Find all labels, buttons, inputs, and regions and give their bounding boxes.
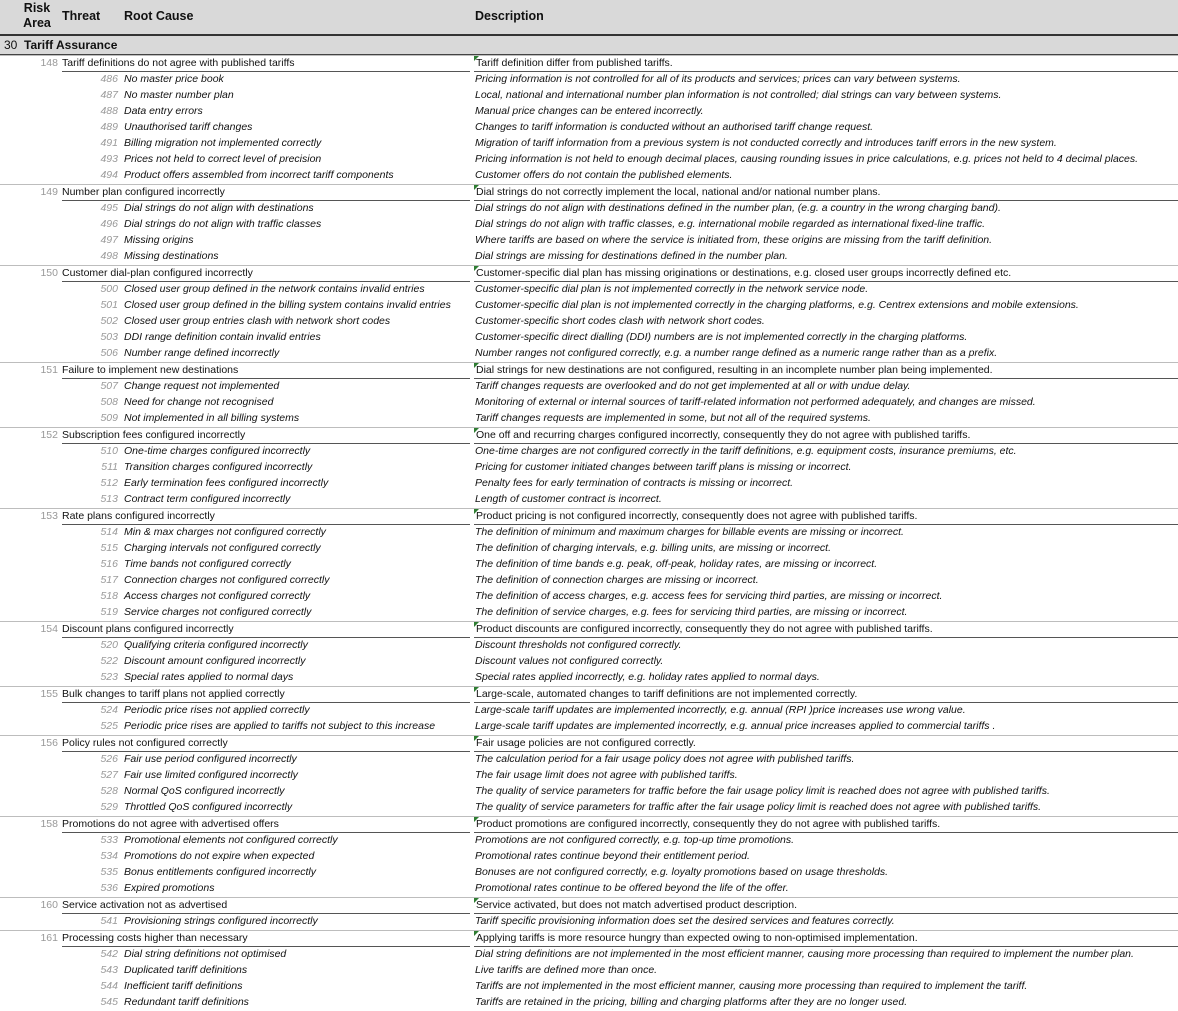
root-cause-name: Dial strings do not align with destinations <box>124 202 314 214</box>
root-cause-row <box>0 525 1178 541</box>
threat-description: One off and recurring charges configured incorrectly, consequently they do not agree with published tariffs. <box>474 428 1178 444</box>
root-cause-name: Closed user group defined in the billing system contains invalid entries <box>124 299 451 311</box>
root-cause-name: Redundant tariff definitions <box>124 996 249 1008</box>
threat-row <box>0 621 1178 638</box>
threat-id: 150 <box>40 267 58 279</box>
root-cause-description: Dial string definitions are not implemented in the most efficient manner, causing more processing than required to implement the number plan. <box>475 948 1134 960</box>
risk-area-column-header: Risk Area <box>23 1 51 30</box>
threat-name: Number plan configured incorrectly <box>62 185 470 201</box>
root-cause-id: 520 <box>100 639 118 651</box>
root-cause-row <box>0 752 1178 768</box>
root-cause-row <box>0 444 1178 460</box>
root-cause-id: 502 <box>100 315 118 327</box>
root-cause-name: No master price book <box>124 73 224 85</box>
threat-name: Tariff definitions do not agree with published tariffs <box>62 56 470 72</box>
root-cause-name: Normal QoS configured incorrectly <box>124 785 285 797</box>
root-cause-name: Prices not held to correct level of precision <box>124 153 322 165</box>
threat-row <box>0 184 1178 201</box>
root-cause-id: 516 <box>100 558 118 570</box>
threat-id: 149 <box>40 186 58 198</box>
root-cause-row <box>0 573 1178 589</box>
root-cause-row <box>0 168 1178 184</box>
threat-row <box>0 427 1178 444</box>
root-cause-id: 542 <box>100 948 118 960</box>
root-cause-description: Special rates applied incorrectly, e.g. holiday rates applied to normal days. <box>475 671 820 683</box>
root-cause-id: 489 <box>100 121 118 133</box>
root-cause-id: 493 <box>100 153 118 165</box>
root-cause-name: Duplicated tariff definitions <box>124 964 248 976</box>
root-cause-name: Number range defined incorrectly <box>124 347 280 359</box>
root-cause-row <box>0 670 1178 686</box>
root-cause-row <box>0 282 1178 298</box>
root-cause-row <box>0 136 1178 152</box>
root-cause-row <box>0 995 1178 1011</box>
root-cause-id: 486 <box>100 73 118 85</box>
threat-id: 154 <box>40 623 58 635</box>
threat-description: Dial strings do not correctly implement the local, national and/or national number plans. <box>474 185 1178 201</box>
root-cause-row <box>0 654 1178 670</box>
root-cause-name: Early termination fees configured incorrectly <box>124 477 329 489</box>
root-cause-description: Pricing information is not controlled for all of its products and services; prices can vary between systems. <box>475 73 961 85</box>
root-cause-id: 509 <box>100 412 118 424</box>
threat-description: Fair usage policies are not configured correctly. <box>474 736 1178 752</box>
root-cause-row <box>0 476 1178 492</box>
threat-row <box>0 686 1178 703</box>
root-cause-row <box>0 541 1178 557</box>
root-cause-name: Periodic price rises not applied correctly <box>124 704 310 716</box>
threat-name: Subscription fees configured incorrectly <box>62 428 470 444</box>
root-cause-id: 498 <box>100 250 118 262</box>
root-cause-id: 523 <box>100 671 118 683</box>
threat-row <box>0 508 1178 525</box>
root-cause-name: Billing migration not implemented correctly <box>124 137 322 149</box>
threat-description: Product pricing is not configured incorrectly, consequently does not agree with published tariffs. <box>474 509 1178 525</box>
root-cause-name: Qualifying criteria configured incorrectly <box>124 639 308 651</box>
root-cause-row <box>0 557 1178 573</box>
root-cause-name: Product offers assembled from incorrect tariff components <box>124 169 394 181</box>
root-cause-description: Migration of tariff information from a previous system is not conducted correctly and introduces tariff errors in the new system. <box>475 137 1057 149</box>
threat-description: Applying tariffs is more resource hungry than expected owing to non-optimised implementation. <box>474 931 1178 947</box>
root-cause-name: Fair use period configured incorrectly <box>124 753 297 765</box>
root-cause-name: Expired promotions <box>124 882 215 894</box>
root-cause-id: 494 <box>100 169 118 181</box>
threat-row <box>0 816 1178 833</box>
root-cause-row <box>0 865 1178 881</box>
root-cause-row <box>0 249 1178 265</box>
threat-id: 158 <box>40 818 58 830</box>
root-cause-name: Need for change not recognised <box>124 396 274 408</box>
root-cause-id: 515 <box>100 542 118 554</box>
root-cause-name: Special rates applied to normal days <box>124 671 294 683</box>
root-cause-name: Missing origins <box>124 234 194 246</box>
root-cause-row <box>0 72 1178 88</box>
threat-id: 160 <box>40 899 58 911</box>
root-cause-row <box>0 395 1178 411</box>
root-cause-id: 508 <box>100 396 118 408</box>
root-cause-id: 500 <box>100 283 118 295</box>
risk-area-number: 30 <box>4 38 18 52</box>
root-cause-id: 487 <box>100 89 118 101</box>
root-cause-row <box>0 800 1178 816</box>
threat-id: 148 <box>40 57 58 69</box>
root-cause-name: DDI range definition contain invalid entries <box>124 331 321 343</box>
root-cause-name: Transition charges configured incorrectly <box>124 461 313 473</box>
root-cause-row <box>0 201 1178 217</box>
root-cause-row <box>0 120 1178 136</box>
root-cause-id: 544 <box>100 980 118 992</box>
root-cause-id: 529 <box>100 801 118 813</box>
root-cause-id: 525 <box>100 720 118 732</box>
root-cause-row <box>0 638 1178 654</box>
root-cause-row <box>0 104 1178 120</box>
root-cause-id: 527 <box>100 769 118 781</box>
root-cause-description: Promotional rates continue beyond their entitlement period. <box>475 850 750 862</box>
root-cause-row <box>0 411 1178 427</box>
root-cause-row <box>0 589 1178 605</box>
root-cause-description: Large-scale tariff updates are implemented incorrectly, e.g. annual price increases applied to commercial tariffs . <box>475 720 996 732</box>
root-cause-description: The definition of minimum and maximum charges for billable events are missing or incorrect. <box>475 526 904 538</box>
root-cause-id: 543 <box>100 964 118 976</box>
root-cause-row <box>0 719 1178 735</box>
root-cause-row <box>0 460 1178 476</box>
root-cause-description: One-time charges are not configured correctly in the tariff definitions, e.g. equipment costs, insurance premiums, etc. <box>475 445 1017 457</box>
root-cause-name: Access charges not configured correctly <box>124 590 311 602</box>
threat-name: Bulk changes to tariff plans not applied correctly <box>62 687 470 703</box>
root-cause-id: 517 <box>100 574 118 586</box>
root-cause-row <box>0 233 1178 249</box>
threat-row <box>0 897 1178 914</box>
threat-name: Rate plans configured incorrectly <box>62 509 470 525</box>
threat-description: Tariff definition differ from published tariffs. <box>474 56 1178 72</box>
root-cause-row <box>0 152 1178 168</box>
root-cause-id: 514 <box>100 526 118 538</box>
root-cause-row <box>0 963 1178 979</box>
root-cause-id: 503 <box>100 331 118 343</box>
root-cause-name: Data entry errors <box>124 105 203 117</box>
root-cause-id: 513 <box>100 493 118 505</box>
risk-area-row <box>0 36 1178 55</box>
root-cause-name: Connection charges not configured correctly <box>124 574 330 586</box>
root-cause-column-header: Root Cause <box>124 9 194 23</box>
root-cause-description: The definition of charging intervals, e.g. billing units, are missing or incorrect. <box>475 542 832 554</box>
root-cause-name: Discount amount configured incorrectly <box>124 655 306 667</box>
root-cause-description: Customer-specific dial plan is not implemented correctly in the network service node. <box>475 283 869 295</box>
root-cause-description: Customer-specific dial plan is not implemented correctly in the charging platforms, e.g. Centrex extensions and mobile extensions. <box>475 299 1079 311</box>
root-cause-row <box>0 314 1178 330</box>
root-cause-name: Contract term configured incorrectly <box>124 493 291 505</box>
root-cause-id: 528 <box>100 785 118 797</box>
root-cause-row <box>0 768 1178 784</box>
root-cause-id: 526 <box>100 753 118 765</box>
root-cause-id: 533 <box>100 834 118 846</box>
root-cause-name: Missing destinations <box>124 250 219 262</box>
root-cause-row <box>0 605 1178 621</box>
root-cause-description: Tariffs are retained in the pricing, billing and charging platforms after they are no longer used. <box>475 996 908 1008</box>
root-cause-row <box>0 298 1178 314</box>
threat-row <box>0 735 1178 752</box>
root-cause-row <box>0 346 1178 362</box>
root-cause-description: Dial strings are missing for destinations defined in the number plan. <box>475 250 788 262</box>
root-cause-row <box>0 379 1178 395</box>
root-cause-description: Promotional rates continue to be offered beyond the life of the offer. <box>475 882 789 894</box>
root-cause-id: 496 <box>100 218 118 230</box>
root-cause-row <box>0 849 1178 865</box>
root-cause-name: Provisioning strings configured incorrectly <box>124 915 318 927</box>
root-cause-id: 511 <box>101 461 118 473</box>
root-cause-id: 507 <box>100 380 118 392</box>
root-cause-name: Not implemented in all billing systems <box>124 412 300 424</box>
root-cause-row <box>0 88 1178 104</box>
root-cause-name: Inefficient tariff definitions <box>124 980 243 992</box>
root-cause-name: Charging intervals not configured correctly <box>124 542 321 554</box>
root-cause-row <box>0 492 1178 508</box>
threat-id: 152 <box>40 429 58 441</box>
root-cause-description: The quality of service parameters for traffic after the fair usage policy limit is reached does not agree with published tariffs. <box>475 801 1042 813</box>
root-cause-description: The definition of time bands e.g. peak, off-peak, holiday rates, are missing or incorrect. <box>475 558 878 570</box>
threat-row <box>0 362 1178 379</box>
threat-name: Discount plans configured incorrectly <box>62 622 470 638</box>
root-cause-name: Time bands not configured correctly <box>124 558 291 570</box>
root-cause-name: Fair use limited configured incorrectly <box>124 769 298 781</box>
root-cause-row <box>0 784 1178 800</box>
root-cause-description: Local, national and international number plan information is not controlled; dial strings can vary between systems. <box>475 89 1002 101</box>
root-cause-name: Periodic price rises are applied to tariffs not subject to this increase <box>124 720 436 732</box>
threat-name: Failure to implement new destinations <box>62 363 470 379</box>
root-cause-description: Promotions are not configured correctly, e.g. top-up time promotions. <box>475 834 795 846</box>
threat-name: Service activation not as advertised <box>62 898 470 914</box>
root-cause-description: The definition of service charges, e.g. fees for servicing third parties, are missing or incorrect. <box>475 606 908 618</box>
root-cause-description: Discount values not configured correctly. <box>475 655 664 667</box>
root-cause-description: The calculation period for a fair usage policy does not agree with published tariffs. <box>475 753 855 765</box>
root-cause-description: Pricing for customer initiated changes between tariff plans is missing or incorrect. <box>475 461 852 473</box>
risk-area-name: Tariff Assurance <box>24 38 118 52</box>
threat-id: 155 <box>40 688 58 700</box>
root-cause-description: Tariffs are not implemented in the most efficient manner, causing more processing than required to implement the tariff. <box>475 980 1028 992</box>
root-cause-id: 545 <box>100 996 118 1008</box>
root-cause-description: Dial strings do not align with destinations defined in the number plan, (e.g. a country in the wrong charging band). <box>475 202 1001 214</box>
root-cause-description: The definition of connection charges are missing or incorrect. <box>475 574 759 586</box>
root-cause-id: 535 <box>100 866 118 878</box>
threat-description: Dial strings for new destinations are not configured, resulting in an incomplete number plan being implemented. <box>474 363 1178 379</box>
threat-id: 156 <box>40 737 58 749</box>
root-cause-name: Bonus entitlements configured incorrectly <box>124 866 317 878</box>
threat-name: Policy rules not configured correctly <box>62 736 470 752</box>
root-cause-description: Discount thresholds not configured correctly. <box>475 639 682 651</box>
root-cause-row <box>0 703 1178 719</box>
root-cause-id: 522 <box>100 655 118 667</box>
root-cause-row <box>0 217 1178 233</box>
root-cause-description: Number ranges not configured correctly, e.g. a number range defined as a numeric range rather than as a prefix. <box>475 347 998 359</box>
root-cause-description: Tariff changes requests are implemented in some, but not all of the required systems. <box>475 412 871 424</box>
threat-row <box>0 265 1178 282</box>
threat-description: Product promotions are configured incorrectly, consequently they do not agree with published tariffs. <box>474 817 1178 833</box>
root-cause-description: The definition of access charges, e.g. access fees for servicing third parties, are missing or incorrect. <box>475 590 943 602</box>
root-cause-id: 506 <box>100 347 118 359</box>
root-cause-name: No master number plan <box>124 89 234 101</box>
threat-name: Customer dial-plan configured incorrectly <box>62 266 470 282</box>
root-cause-id: 524 <box>100 704 118 716</box>
root-cause-id: 488 <box>100 105 118 117</box>
root-cause-description: Customer offers do not contain the published elements. <box>475 169 733 181</box>
root-cause-id: 512 <box>100 477 118 489</box>
root-cause-description: Penalty fees for early termination of contracts is missing or incorrect. <box>475 477 794 489</box>
root-cause-name: Closed user group entries clash with network short codes <box>124 315 391 327</box>
root-cause-description: Dial strings do not align with traffic classes, e.g. international mobile regarded as international fixed-line traffic. <box>475 218 986 230</box>
root-cause-description: The fair usage limit does not agree with published tariffs. <box>475 769 738 781</box>
root-cause-description: The quality of service parameters for traffic before the fair usage policy limit is reached does not agree with published tariffs. <box>475 785 1050 797</box>
root-cause-row <box>0 833 1178 849</box>
threat-id: 151 <box>40 364 58 376</box>
root-cause-name: Throttled QoS configured incorrectly <box>124 801 293 813</box>
root-cause-description: Pricing information is not held to enough decimal places, causing rounding issues in price calculations, e.g. prices not held to 4 decimal places. <box>475 153 1139 165</box>
root-cause-name: Min & max charges not configured correctly <box>124 526 326 538</box>
threat-row <box>0 930 1178 947</box>
root-cause-description: Live tariffs are defined more than once. <box>475 964 658 976</box>
root-cause-name: Service charges not configured correctly <box>124 606 312 618</box>
root-cause-description: Bonuses are not configured correctly, e.g. loyalty promotions based on usage thresholds. <box>475 866 889 878</box>
threat-name: Promotions do not agree with advertised offers <box>62 817 470 833</box>
root-cause-description: Changes to tariff information is conducted without an authorised tariff change request. <box>475 121 874 133</box>
threat-description: Large-scale, automated changes to tariff definitions are not implemented correctly. <box>474 687 1178 703</box>
threat-description: Product discounts are configured incorrectly, consequently they do not agree with published tariffs. <box>474 622 1178 638</box>
root-cause-description: Monitoring of external or internal sources of tariff-related information not performed adequately, and changes are missed. <box>475 396 1036 408</box>
root-cause-id: 497 <box>100 234 118 246</box>
table-header <box>0 0 1178 36</box>
root-cause-description: Large-scale tariff updates are implemented incorrectly, e.g. annual (RPI )price increases use wrong value. <box>475 704 966 716</box>
root-cause-id: 518 <box>100 590 118 602</box>
root-cause-row <box>0 330 1178 346</box>
root-cause-id: 519 <box>100 606 118 618</box>
root-cause-id: 541 <box>100 915 118 927</box>
root-cause-name: Dial string definitions not optimised <box>124 948 287 960</box>
root-cause-row <box>0 914 1178 930</box>
root-cause-name: One-time charges configured incorrectly <box>124 445 311 457</box>
root-cause-description: Customer-specific direct dialling (DDI) numbers are is not implemented correctly in the charging platforms. <box>475 331 968 343</box>
threat-table-body <box>0 55 1178 1011</box>
root-cause-name: Unauthorised tariff changes <box>124 121 253 133</box>
threat-id: 161 <box>40 932 58 944</box>
root-cause-id: 501 <box>100 299 118 311</box>
threat-name: Processing costs higher than necessary <box>62 931 470 947</box>
root-cause-name: Promotional elements not configured correctly <box>124 834 338 846</box>
threat-row <box>0 55 1178 72</box>
threat-description: Service activated, but does not match advertised product description. <box>474 898 1178 914</box>
threat-description: Customer-specific dial plan has missing originations or destinations, e.g. closed user groups incorrectly defined etc. <box>474 266 1178 282</box>
root-cause-row <box>0 881 1178 897</box>
root-cause-id: 536 <box>100 882 118 894</box>
threat-column-header: Threat <box>62 9 101 23</box>
root-cause-id: 534 <box>100 850 118 862</box>
root-cause-name: Change request not implemented <box>124 380 280 392</box>
root-cause-description: Tariff specific provisioning information does set the desired services and features correctly. <box>475 915 895 927</box>
root-cause-row <box>0 979 1178 995</box>
root-cause-name: Dial strings do not align with traffic classes <box>124 218 322 230</box>
root-cause-description: Length of customer contract is incorrect. <box>475 493 662 505</box>
root-cause-id: 495 <box>100 202 118 214</box>
root-cause-id: 491 <box>100 137 118 149</box>
root-cause-description: Manual price changes can be entered incorrectly. <box>475 105 704 117</box>
root-cause-description: Where tariffs are based on where the service is initiated from, these origins are missing from the tariff definition. <box>475 234 993 246</box>
root-cause-name: Promotions do not expire when expected <box>124 850 315 862</box>
threat-id: 153 <box>40 510 58 522</box>
description-column-header: Description <box>475 9 544 23</box>
root-cause-row <box>0 947 1178 963</box>
root-cause-id: 510 <box>100 445 118 457</box>
root-cause-description: Tariff changes requests are overlooked and do not get implemented at all or with undue delay. <box>475 380 911 392</box>
root-cause-description: Customer-specific short codes clash with network short codes. <box>475 315 765 327</box>
root-cause-name: Closed user group defined in the network contains invalid entries <box>124 283 425 295</box>
